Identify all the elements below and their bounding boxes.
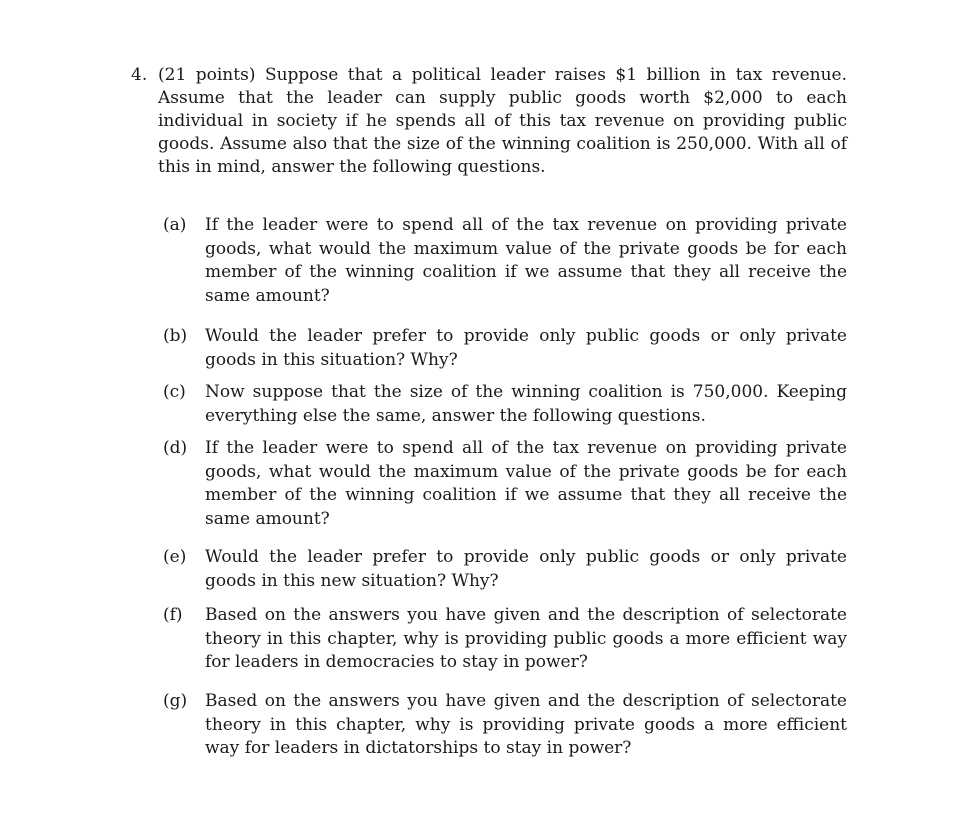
part-b: [159, 325, 847, 372]
part-label: (f): [163, 605, 183, 625]
part-text: If the leader were to spend all of the tax revenue on providing private goods, what would the maximum value of the private goods be for each member of the winning coalition if we assume that they all receive the same amount?: [205, 438, 847, 529]
part-label: (e): [163, 547, 187, 567]
part-text: Based on the answers you have given and the description of selectorate theory in this chapter, why is providing public goods a more efficient way for leaders in democracies to stay in power?: [205, 605, 847, 672]
part-e: [159, 546, 847, 593]
part-text: Based on the answers you have given and the description of selectorate theory in this chapter, why is providing private goods a more efficient way for leaders in dictatorships to stay in power?: [205, 691, 847, 758]
part-text: Now suppose that the size of the winning coalition is 750,000. Keeping everything else the same, answer the following questions.: [205, 382, 847, 426]
problem-intro-text: (21 points) Suppose that a political leader raises $1 billion in tax revenue. Assume that the leader can supply public goods worth $2,000 to each individual in society if he spends all of this tax revenue on providing public goods. Assume also that the size of the winning coalition is 250,000. With all of this in mind, answer the following questions.: [158, 65, 847, 177]
part-label: (d): [163, 438, 188, 458]
part-label: (g): [163, 691, 188, 711]
part-label: (b): [163, 326, 188, 346]
part-c: [159, 381, 847, 428]
problem-4: [131, 64, 847, 758]
part-f: [159, 604, 847, 675]
part-text: Would the leader prefer to provide only public goods or only private goods in this situation? Why?: [205, 326, 847, 370]
problem-number: 4.: [131, 65, 148, 85]
part-a: [159, 214, 847, 308]
part-d: [159, 437, 847, 531]
part-text: If the leader were to spend all of the tax revenue on providing private goods, what would the maximum value of the private goods be for each member of the winning coalition if we assume that they all receive the same amount?: [205, 215, 847, 306]
part-label: (a): [163, 215, 187, 235]
part-label: (c): [163, 382, 186, 402]
part-text: Would the leader prefer to provide only public goods or only private goods in this new situation? Why?: [205, 547, 847, 591]
part-g: [159, 690, 847, 761]
problem-intro-paragraph: [131, 64, 847, 179]
